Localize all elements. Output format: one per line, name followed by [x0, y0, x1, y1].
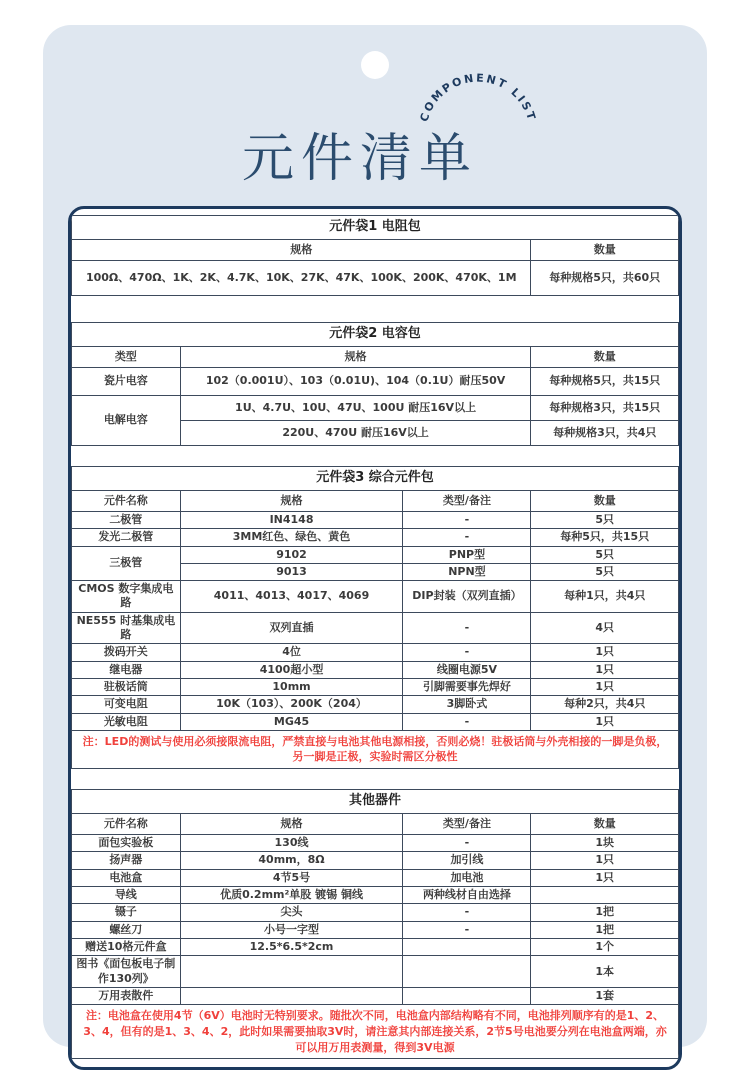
cell: 每种规格5只，共15只 [531, 368, 679, 396]
cell: PNP型 [403, 546, 531, 563]
cell: 1块 [531, 835, 679, 852]
cell: 瓷片电容 [72, 368, 181, 396]
bag3-mixed-pack-table [71, 466, 679, 769]
cell: 4011、4013、4017、4069 [180, 581, 403, 613]
column-header: 数量 [531, 347, 679, 368]
cell: 4节5号 [180, 869, 403, 886]
cell: 加引线 [403, 852, 531, 869]
cell: 优质0.2mm²单股 镀锡 铜线 [180, 886, 403, 903]
table-title: 元件袋2 电容包 [72, 323, 679, 347]
cell: 尖头 [180, 904, 403, 921]
cell: 每种规格5只，共60只 [531, 261, 679, 296]
page-title: 元件清单 [241, 129, 478, 189]
cell: 1只 [531, 644, 679, 661]
cell: 4只 [531, 612, 679, 644]
cell: CMOS 数字集成电路 [72, 581, 181, 613]
cell: 1只 [531, 661, 679, 678]
cell: 1只 [531, 852, 679, 869]
cell: DIP封装（双列直插） [403, 581, 531, 613]
table-bag2-container [71, 322, 679, 446]
cell: 3MM红色、绿色、黄色 [180, 529, 403, 546]
table-other-container [71, 789, 679, 1059]
cell: 两种线材自由选择 [403, 886, 531, 903]
cell: 引脚需要事先焊好 [403, 678, 531, 695]
bag2-capacitor-pack-table [71, 322, 679, 446]
column-header: 规格 [72, 240, 531, 261]
cell: 拨码开关 [72, 644, 181, 661]
column-header: 规格 [180, 491, 403, 512]
cell: 12.5*6.5*2cm [180, 938, 403, 955]
cell: 4100超小型 [180, 661, 403, 678]
table-note: 注：电池盒在使用4节（6V）电池时无特别要求。随批次不同，电池盒内部结构略有不同，电池排列顺序有的是1、2、3、4，但有的是1、3、4、2，此时如果需要抽取3V时，请注意其内部连接关系，2节5号电池要分列在电池盒两端，亦可以用万用表测量，得到3V电源 [72, 1005, 679, 1059]
cell [180, 988, 403, 1005]
cell: 电池盒 [72, 869, 181, 886]
cell: 1本 [531, 956, 679, 988]
cell: 4位 [180, 644, 403, 661]
cell: 220U、470U 耐压16V以上 [180, 421, 531, 446]
cell: 9102 [180, 546, 403, 563]
cell: NE555 时基集成电路 [72, 612, 181, 644]
cell: 扬声器 [72, 852, 181, 869]
cell: 双列直插 [180, 612, 403, 644]
bag1-resistor-pack-table [71, 215, 679, 296]
cell: NPN型 [403, 563, 531, 580]
cell: 130线 [180, 835, 403, 852]
cell: 1只 [531, 713, 679, 730]
cell: - [403, 713, 531, 730]
cell: - [403, 904, 531, 921]
table-note: 注：LED的测试与使用必须接限流电阻，严禁直接与电池其他电源相接，否则必烧！驻极话筒与外壳相接的一脚是负极，另一脚是正极，实验时需区分极性 [72, 730, 679, 768]
column-header: 规格 [180, 814, 403, 835]
cell: 每种2只，共4只 [531, 696, 679, 713]
cell: 5只 [531, 563, 679, 580]
cell: - [403, 529, 531, 546]
cell: 102（0.001U）、103（0.01U)、104（0.1U）耐压50V [180, 368, 531, 396]
cell: IN4148 [180, 512, 403, 529]
cell: 图书《面包板电子制作130列》 [72, 956, 181, 988]
cell: 10mm [180, 678, 403, 695]
cell: 1只 [531, 869, 679, 886]
cell [403, 988, 531, 1005]
column-header: 类型/备注 [403, 491, 531, 512]
cell: 继电器 [72, 661, 181, 678]
cell: - [403, 835, 531, 852]
table-bag3-container [71, 466, 679, 769]
cell: 1U、4.7U、10U、47U、100U 耐压16V以上 [180, 396, 531, 421]
cell: 螺丝刀 [72, 921, 181, 938]
cell: - [403, 644, 531, 661]
cell [403, 956, 531, 988]
cell: 1套 [531, 988, 679, 1005]
cell: 5只 [531, 546, 679, 563]
column-header: 数量 [531, 491, 679, 512]
cell: 每种规格3只，共15只 [531, 396, 679, 421]
cell: 万用表散件 [72, 988, 181, 1005]
cell: 每种1只，共4只 [531, 581, 679, 613]
cell: 小号一字型 [180, 921, 403, 938]
column-header: 规格 [180, 347, 531, 368]
cell [531, 886, 679, 903]
cell: 发光二极管 [72, 529, 181, 546]
cell: 1个 [531, 938, 679, 955]
cell: 赠送10格元件盒 [72, 938, 181, 955]
component-list-curved-text: COMPONENT LIST [417, 71, 539, 124]
column-header: 类型 [72, 347, 181, 368]
other-components-table [71, 789, 679, 1059]
cell: 1把 [531, 904, 679, 921]
cell: 1把 [531, 921, 679, 938]
cell: - [403, 512, 531, 529]
cell: 驻极话筒 [72, 678, 181, 695]
cell [403, 938, 531, 955]
cell: 3脚卧式 [403, 696, 531, 713]
cell: 面包实验板 [72, 835, 181, 852]
cell: 二极管 [72, 512, 181, 529]
column-header: 数量 [531, 240, 679, 261]
cell: 电解电容 [72, 396, 181, 446]
table-title: 元件袋3 综合元件包 [72, 467, 679, 491]
table-title: 元件袋1 电阻包 [72, 216, 679, 240]
cell: 40mm，8Ω [180, 852, 403, 869]
cell: 每种5只，共15只 [531, 529, 679, 546]
column-header: 元件名称 [72, 491, 181, 512]
cell: 10K（103）、200K（204） [180, 696, 403, 713]
cell: 加电池 [403, 869, 531, 886]
cell: 可变电阻 [72, 696, 181, 713]
table-bag1-container [71, 215, 679, 296]
cell: 线圈电源5V [403, 661, 531, 678]
punch-hole [361, 51, 389, 79]
column-header: 数量 [531, 814, 679, 835]
cell: 导线 [72, 886, 181, 903]
cell: 光敏电阻 [72, 713, 181, 730]
table-title: 其他器件 [72, 790, 679, 814]
cell: - [403, 612, 531, 644]
cell: - [403, 921, 531, 938]
cell: 9013 [180, 563, 403, 580]
cell: MG45 [180, 713, 403, 730]
cell: 镊子 [72, 904, 181, 921]
cell [180, 956, 403, 988]
cell: 三极管 [72, 546, 181, 581]
column-header: 元件名称 [72, 814, 181, 835]
content-panel [68, 206, 682, 1070]
cell: 5只 [531, 512, 679, 529]
cell: 每种规格3只，共4只 [531, 421, 679, 446]
column-header: 类型/备注 [403, 814, 531, 835]
cell: 100Ω、470Ω、1K、2K、4.7K、10K、27K、47K、100K、200K、470K、1M [72, 261, 531, 296]
cell: 1只 [531, 678, 679, 695]
